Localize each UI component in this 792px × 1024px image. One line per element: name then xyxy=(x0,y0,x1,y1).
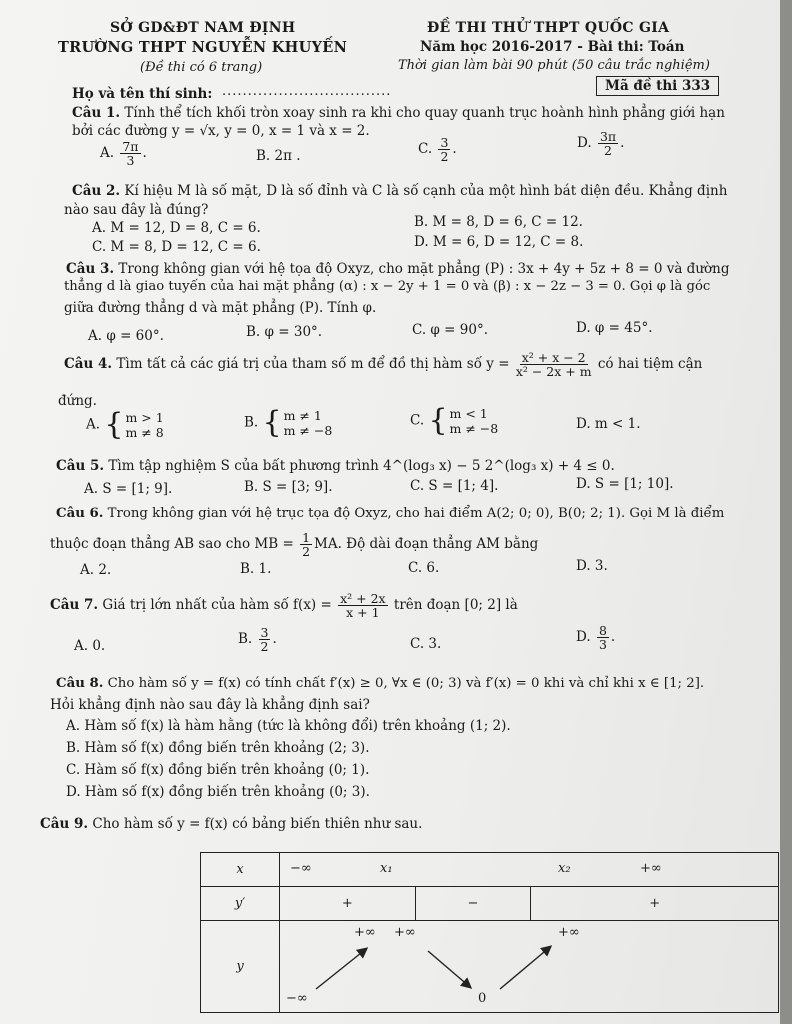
header-exam-title: ĐỀ THI THỬ THPT QUỐC GIA xyxy=(427,20,670,36)
question-6-option-d[interactable]: D. 3. xyxy=(576,558,608,574)
question-5-option-a[interactable]: A. S = [1; 9]. xyxy=(84,481,173,497)
question-2-text: Kí hiệu M là số mặt, D là số đỉnh và C là số cạnh của một hình bát diện đều. Khẳng định xyxy=(124,183,728,199)
question-8-label: Câu 8. xyxy=(56,676,104,691)
question-3-option-d[interactable]: D. φ = 45°. xyxy=(576,320,653,336)
row-label-y: y xyxy=(201,921,280,1013)
y-value-max-2: +∞ xyxy=(394,925,416,940)
row-label-yprime: y′ xyxy=(201,887,280,921)
question-5-option-b[interactable]: B. S = [3; 9]. xyxy=(244,479,333,495)
y-value-zero: 0 xyxy=(478,991,487,1006)
question-7-option-a[interactable]: A. 0. xyxy=(74,638,106,654)
header-page-count: (Đề thi có 6 trang) xyxy=(140,60,263,75)
question-6-option-a[interactable]: A. 2. xyxy=(80,562,112,578)
exam-code-box: Mã đề thi 333 xyxy=(596,76,719,96)
question-1-option-a[interactable]: A. $\frac{7\pi}{3}$ . xyxy=(100,139,147,168)
question-1-line-2: bởi các đường y = √x, y = 0, x = 1 và x = 2. xyxy=(72,123,370,139)
question-7-function: $\frac{\text{x² + 2x}}{x + 1}$ xyxy=(340,590,386,620)
question-1-line-1 xyxy=(72,105,725,121)
y-value-max-3: +∞ xyxy=(558,925,580,940)
question-8-option-c[interactable]: C. Hàm số f(x) đồng biến trên khoảng (0; 1). xyxy=(66,762,370,778)
question-8-option-b[interactable]: B. Hàm số f(x) đồng biến trên khoảng (2; 3). xyxy=(66,740,370,756)
question-6-line-2: thuộc đoạn thẳng AB sao cho MB = $\frac{1}{2}$ MA. Độ dài đoạn thẳng AM bằng xyxy=(50,529,539,559)
arrow-up-1 xyxy=(316,949,366,989)
question-6-option-c[interactable]: C. 6. xyxy=(408,560,440,576)
question-4-option-c[interactable]: C. { m < 1 m ≠ −8 xyxy=(410,403,499,438)
question-4-line-1: Câu 4. Tìm tất cả các giá trị của tham số m để đồ thị hàm số y = $\frac{\text{x² + x − 2}}{\text{x² − 2x + m}}$ có hai tiệm cận xyxy=(64,349,703,379)
question-4-option-b[interactable]: B. { m ≠ 1 m ≠ −8 xyxy=(244,405,333,440)
question-1-label: Câu 1. xyxy=(72,105,121,121)
question-3-option-a[interactable]: A. φ = 60°. xyxy=(88,328,164,344)
question-9-line-1 xyxy=(40,816,422,832)
question-9-label: Câu 9. xyxy=(40,816,89,832)
question-6-option-b[interactable]: B. 1. xyxy=(240,561,272,577)
yprime-sign-1: + xyxy=(280,887,416,921)
question-3-option-b[interactable]: B. φ = 30°. xyxy=(246,324,323,340)
x-value-pos-inf: +∞ xyxy=(640,861,662,876)
question-3-line-1 xyxy=(66,261,729,277)
question-1-option-d[interactable]: D. $\frac{3\pi}{2}$ . xyxy=(577,129,625,158)
question-2-line-1 xyxy=(72,183,727,199)
question-4-option-a[interactable]: A. { m > 1 m ≠ 8 xyxy=(86,407,164,442)
x-value-x2: x₂ xyxy=(558,861,571,876)
variation-table-row-y xyxy=(201,921,779,1013)
header-duration: Thời gian làm bài 90 phút (50 câu trắc nghiệm) xyxy=(398,58,710,73)
header-department: SỞ GD&ĐT NAM ĐỊNH xyxy=(110,20,296,36)
yprime-sign-2: − xyxy=(415,887,531,921)
variation-table xyxy=(200,852,779,1013)
x-value-neg-inf: −∞ xyxy=(290,861,312,876)
question-6-text: Trong không gian với hệ trục tọa độ Oxyz, cho hai điểm A(2; 0; 0), B(0; 2; 1). Gọi M là điểm xyxy=(107,506,725,521)
header-year-subject: Năm học 2016-2017 - Bài thi: Toán xyxy=(420,39,685,55)
question-4-option-d[interactable]: D. m < 1. xyxy=(576,416,641,432)
question-2-option-b[interactable]: B. M = 8, D = 6, C = 12. xyxy=(414,214,583,230)
question-3-option-c[interactable]: C. φ = 90°. xyxy=(412,322,488,338)
question-5-option-c[interactable]: C. S = [1; 4]. xyxy=(410,478,499,494)
question-3-text: Trong không gian với hệ tọa độ Oxyz, cho mặt phẳng (P) : 3x + 4y + 5z + 8 = 0 và đường xyxy=(118,261,730,277)
question-3-line-2: thẳng d là giao tuyến của hai mặt phẳng (α) : x − 2y + 1 = 0 và (β) : x − 2z − 3 = 0. Gọi φ là góc xyxy=(64,279,711,294)
y-value-neg-inf: −∞ xyxy=(286,991,308,1006)
question-5-line-1 xyxy=(56,458,615,474)
question-7-option-d[interactable]: D. $\frac{8}{3}$ . xyxy=(576,623,616,652)
question-4-line-2: đứng. xyxy=(58,393,97,409)
question-5-text: Tìm tập nghiệm S của bất phương trình 4^(log₃ x) − 5 2^(log₃ x) + 4 ≤ 0. xyxy=(108,458,615,474)
question-7-text: Giá trị lớn nhất của hàm số f(x) = xyxy=(102,597,332,613)
student-name-dots: ................................. xyxy=(222,84,392,99)
variation-table-row-x xyxy=(201,853,779,887)
question-2-option-c[interactable]: C. M = 8, D = 12, C = 6. xyxy=(92,239,261,255)
yprime-sign-3: + xyxy=(531,887,779,921)
question-2-option-d[interactable]: D. M = 6, D = 12, C = 8. xyxy=(414,234,584,250)
question-1-text: Tính thể tích khối tròn xoay sinh ra khi cho quay quanh trục hoành hình phẳng giới hạn xyxy=(124,105,725,121)
variation-table-row-yprime xyxy=(201,887,779,921)
question-8-text: Cho hàm số y = f(x) có tính chất f′(x) ≥ 0, ∀x ∈ (0; 3) và f′(x) = 0 khi và chỉ khi x ∈ [1; 2]. xyxy=(107,676,705,691)
question-8-line-1 xyxy=(56,676,704,691)
question-7-option-c[interactable]: C. 3. xyxy=(410,636,442,652)
question-9-text: Cho hàm số y = f(x) có bảng biến thiên như sau. xyxy=(92,816,423,832)
student-name-label: Họ và tên thí sinh: xyxy=(72,86,213,102)
question-7-option-b[interactable]: B. $\frac{3}{2}$ . xyxy=(238,625,277,654)
question-4-function: $\frac{\text{x² + x − 2}}{\text{x² − 2x + m}}$ xyxy=(515,349,592,379)
question-8-line-2: Hỏi khẳng định nào sau đây là khẳng định sai? xyxy=(50,697,370,713)
question-4-text: Tìm tất cả các giá trị của tham số m để đồ thị hàm số y = xyxy=(116,356,510,372)
question-8-option-a[interactable]: A. Hàm số f(x) là hàm hằng (tức là không đổi) trên khoảng (1; 2). xyxy=(66,718,511,734)
question-3-line-3: giữa đường thẳng d và mặt phẳng (P). Tính φ. xyxy=(64,300,377,316)
y-value-max-1: +∞ xyxy=(354,925,376,940)
question-3-label: Câu 3. xyxy=(66,261,115,277)
page-edge-shadow xyxy=(780,0,792,1024)
question-7-line-1: Câu 7. Giá trị lớn nhất của hàm số f(x) = $\frac{\text{x² + 2x}}{x + 1}$ trên đoạn [0; 2] là xyxy=(50,590,518,620)
question-1-option-b[interactable]: B. 2π . xyxy=(256,148,301,164)
question-6-label: Câu 6. xyxy=(56,506,104,521)
question-4-label: Câu 4. xyxy=(64,356,113,372)
question-7-label: Câu 7. xyxy=(50,597,99,613)
question-5-label: Câu 5. xyxy=(56,458,105,474)
arrow-down xyxy=(428,951,470,987)
x-value-x1: x₁ xyxy=(380,861,393,876)
question-8-option-d[interactable]: D. Hàm số f(x) đồng biến trên khoảng (0; 3). xyxy=(66,784,370,800)
question-2-label: Câu 2. xyxy=(72,183,121,199)
question-6-line-1 xyxy=(56,506,724,521)
row-label-x: x xyxy=(201,853,280,887)
question-2-line-2: nào sau đây là đúng? xyxy=(64,202,209,218)
question-5-option-d[interactable]: D. S = [1; 10]. xyxy=(576,476,674,492)
question-2-option-a[interactable]: A. M = 12, D = 8, C = 6. xyxy=(92,220,261,236)
question-1-option-c[interactable]: C. $\frac{3}{2}$ . xyxy=(418,135,457,164)
arrow-up-2 xyxy=(500,947,550,989)
header-school: TRƯỜNG THPT NGUYỄN KHUYẾN xyxy=(58,39,348,56)
